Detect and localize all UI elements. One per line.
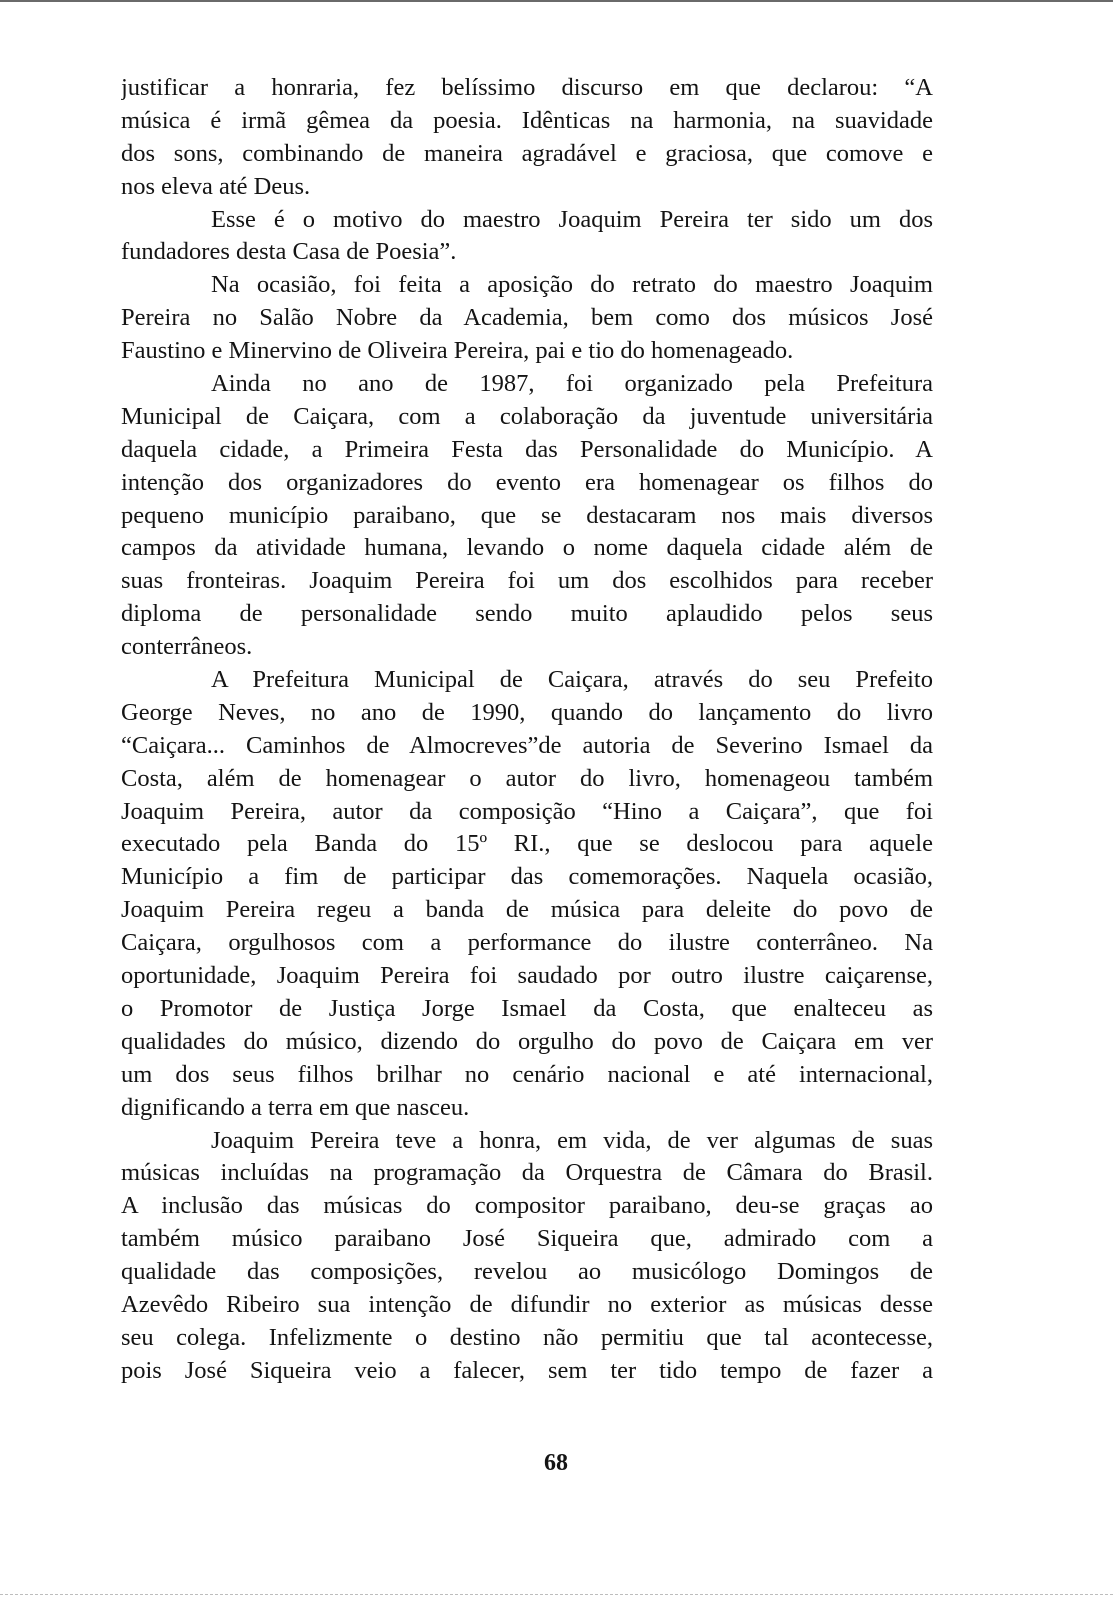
text-line: fundadores desta Casa de Poesia”. [121,238,457,266]
text-line: Caiçara, orgulhosos com a performance do ilustre conterrâneo. Na [121,929,933,957]
text-line: Joaquim Pereira regeu a banda de música para deleite do povo de [121,896,933,924]
text-line: “Caiçara... Caminhos de Almocreves”de autoria de Severino Ismael da [121,731,933,759]
paragraph [121,664,933,1124]
text-line: daquela cidade, a Primeira Festa das Personalidade do Município. A [121,435,933,463]
text-line: nos eleva até Deus. [121,172,311,200]
text-line: Ainda no ano de 1987, foi organizado pela Prefeitura [211,370,933,398]
text-line: dos sons, combinando de maneira agradável e graciosa, que comove e [121,139,933,167]
text-line: o Promotor de Justiça Jorge Ismael da Costa, que enalteceu as [121,994,933,1022]
text-line: campos da atividade humana, levando o nome daquela cidade além de [121,534,933,562]
page-body-text [121,72,933,1402]
text-line: Esse é o motivo do maestro Joaquim Pereira ter sido um dos [211,205,933,233]
scan-edge-top [0,0,1113,2]
text-line: diploma de personalidade sendo muito aplaudido pelos seus [121,600,933,628]
paragraph [121,204,933,270]
text-line: qualidade das composições, revelou ao musicólogo Domingos de [121,1258,933,1286]
text-line: oportunidade, Joaquim Pereira foi saudado por outro ilustre caiçarense, [121,962,933,990]
text-line: Pereira no Salão Nobre da Academia, bem como dos músicos José [121,304,933,332]
text-line: também músico paraibano José Siqueira que, admirado com a [121,1225,933,1253]
text-line: A Prefeitura Municipal de Caiçara, através do seu Prefeito [211,666,933,694]
text-line: músicas incluídas na programação da Orquestra de Câmara do Brasil. [121,1159,933,1187]
text-line: um dos seus filhos brilhar no cenário nacional e até internacional, [121,1060,933,1088]
text-line: conterrâneos. [121,633,253,661]
paragraph [121,269,933,368]
paragraph [121,1125,933,1388]
text-line: intenção dos organizadores do evento era homenagear os filhos do [121,468,933,496]
text-line: suas fronteiras. Joaquim Pereira foi um dos escolhidos para receber [121,567,933,595]
text-line: Na ocasião, foi feita a aposição do retrato do maestro Joaquim [211,271,933,299]
text-line: dignificando a terra em que nasceu. [121,1093,470,1121]
page-number: 68 [544,1450,568,1476]
paragraph [121,72,933,204]
text-line: Joaquim Pereira teve a honra, em vida, de ver algumas de suas [211,1126,933,1154]
text-line: pois José Siqueira veio a falecer, sem ter tido tempo de fazer a [121,1356,933,1384]
text-line: Faustino e Minervino de Oliveira Pereira, pai e tio do homenageado. [121,337,794,365]
text-line: justificar a honraria, fez belíssimo discurso em que declarou: “A [121,74,933,101]
text-line: Costa, além de homenagear o autor do livro, homenageou também [121,764,933,792]
text-line: George Neves, no ano de 1990, quando do lançamento do livro [121,698,933,726]
text-line: pequeno município paraibano, que se destacaram nos mais diversos [121,501,933,529]
text-line: qualidades do músico, dizendo do orgulho do povo de Caiçara em ver [121,1027,933,1055]
text-line: Joaquim Pereira, autor da composição “Hino a Caiçara”, que foi [121,797,933,825]
text-line: executado pela Banda do 15º RI., que se deslocou para aquele [121,830,933,858]
text-line: A inclusão das músicas do compositor paraibano, deu-se graças ao [121,1192,933,1220]
text-line: Município a fim de participar das comemorações. Naquela ocasião, [121,863,933,891]
text-line: música é irmã gêmea da poesia. Idênticas na harmonia, na suavidade [121,106,933,134]
paragraph [121,368,933,664]
text-line: Azevêdo Ribeiro sua intenção de difundir no exterior as músicas desse [121,1290,933,1318]
scan-edge-bottom [0,1594,1113,1595]
text-line: seu colega. Infelizmente o destino não permitiu que tal acontecesse, [121,1323,933,1351]
text-line: Municipal de Caiçara, com a colaboração da juventude universitária [121,402,933,430]
